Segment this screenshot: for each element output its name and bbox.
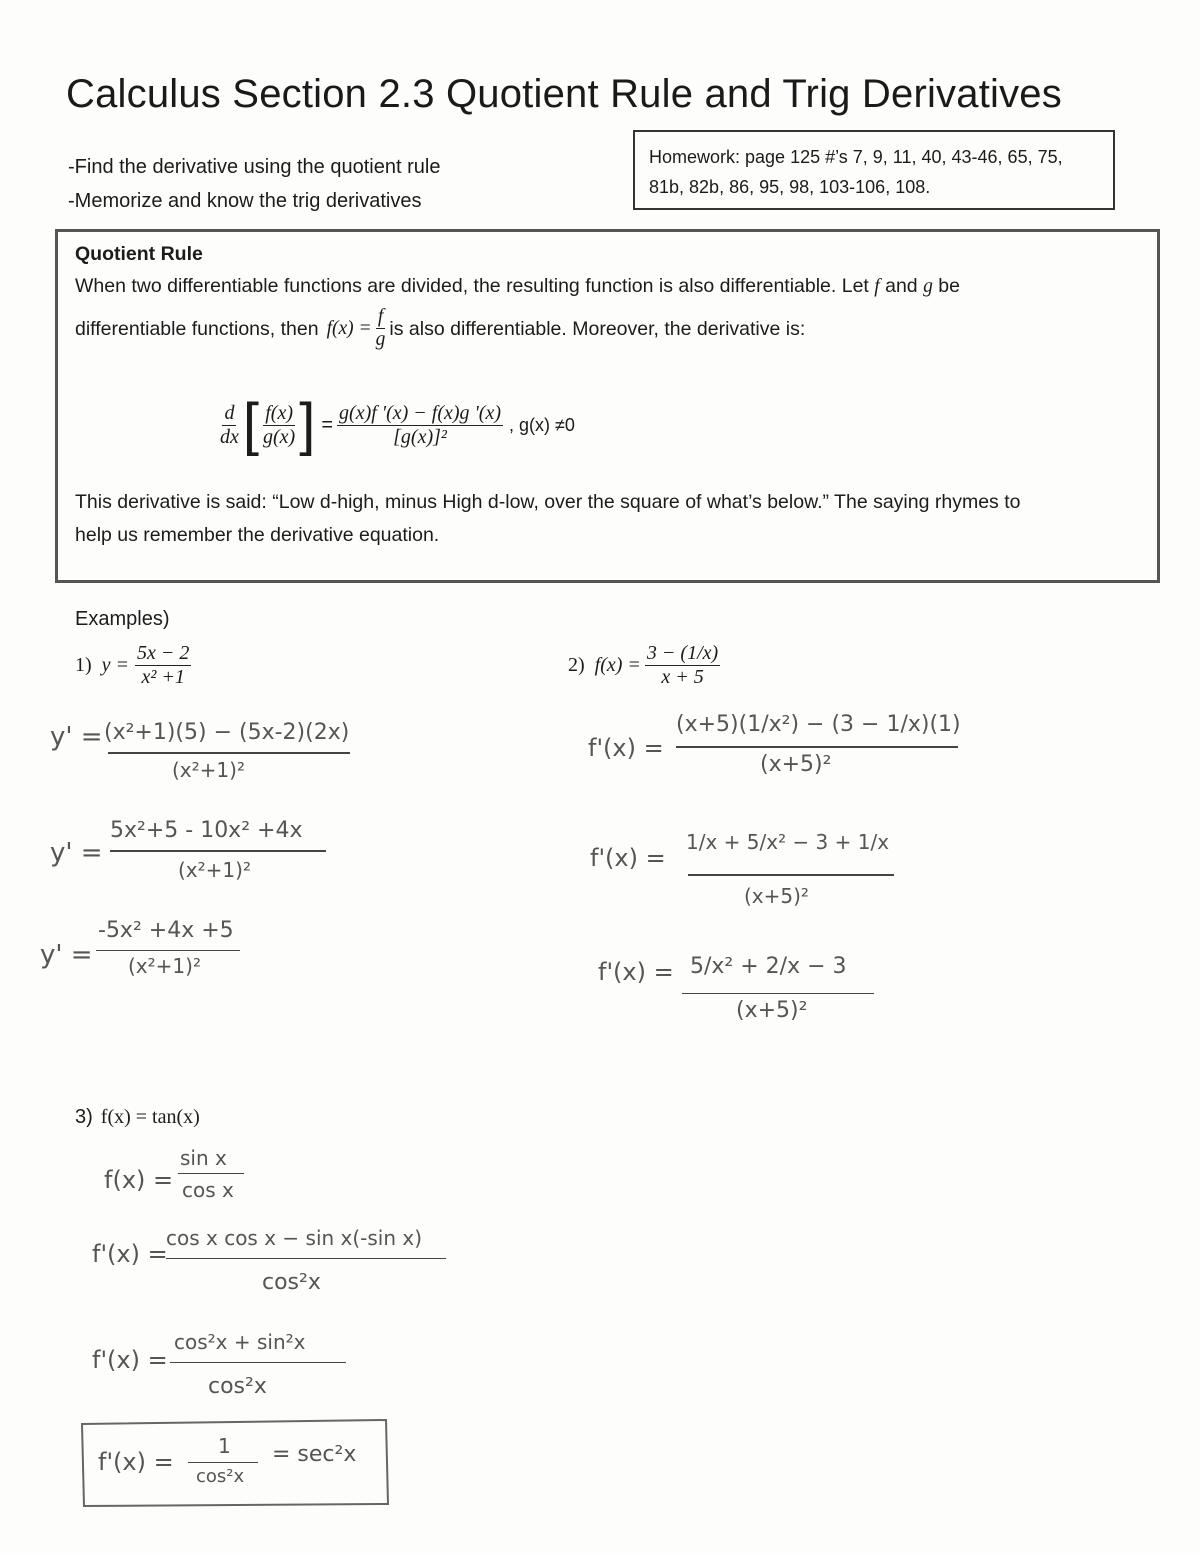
ex1-step1-num: (x²+1)(5) − (5x-2)(2x) bbox=[104, 720, 350, 745]
quotient-rule-formula bbox=[218, 392, 575, 457]
ex2-step2-num: 1/x + 5/x² − 3 + 1/x bbox=[686, 830, 890, 854]
example-1-lhs: y = bbox=[101, 654, 130, 676]
intro-f: f bbox=[874, 276, 880, 297]
ex2-step3-lhs: f'(x) = bbox=[598, 958, 674, 986]
ex3-step2-num: cos x cos x − sin x(-sin x) bbox=[166, 1226, 423, 1250]
right-bracket: ] bbox=[299, 392, 316, 457]
ex3-final-num: 1 bbox=[218, 1434, 231, 1458]
example-2-lhs: f(x) = bbox=[594, 654, 641, 676]
ex3-final-bar bbox=[188, 1462, 258, 1463]
ex3-step2-den: cos²x bbox=[262, 1270, 321, 1295]
ex1-step1-den: (x²+1)² bbox=[172, 758, 245, 782]
ex3-step2-bar bbox=[166, 1258, 446, 1259]
formula-dx: dx bbox=[220, 425, 239, 448]
ex3-step1-lhs: f(x) = bbox=[104, 1166, 174, 1194]
example-1-fraction bbox=[135, 642, 191, 689]
ex3-step3-den: cos²x bbox=[208, 1374, 267, 1399]
formula-d: d bbox=[224, 401, 235, 424]
ex1-step2-num: 5x²+5 - 10x² +4x bbox=[110, 818, 303, 843]
intro-2-rest: is also differentiable. Moreover, the derivative is: bbox=[389, 317, 806, 340]
ex3-step1-den: cos x bbox=[182, 1178, 234, 1202]
ex2-step3-bar bbox=[682, 993, 874, 994]
example-2-num: 3 − (1/x) bbox=[646, 642, 719, 664]
ex2-step1-den: (x+5)² bbox=[760, 752, 832, 777]
formula-condition: , g(x) ≠0 bbox=[508, 414, 575, 435]
ex3-step3-lhs: f'(x) = bbox=[92, 1346, 168, 1374]
example-2-problem bbox=[568, 642, 720, 689]
quotient-rule-intro-2 bbox=[75, 306, 805, 352]
ex1-step3-lhs: y' = bbox=[40, 940, 93, 970]
formula-equals: = bbox=[321, 413, 334, 436]
saying-line-1: This derivative is said: “Low d-high, minus High d-low, over the square of what’s below.” The saying rhymes to bbox=[75, 491, 1021, 513]
example-1-den: x² +1 bbox=[141, 666, 185, 688]
example-1-problem bbox=[75, 642, 191, 689]
intro-2-fraction bbox=[374, 306, 388, 352]
ex2-step2-bar bbox=[688, 874, 894, 876]
ex3-final-den: cos²x bbox=[196, 1466, 245, 1487]
homework-box bbox=[633, 130, 1115, 210]
saying-line-2: help us remember the derivative equation. bbox=[75, 524, 440, 546]
quotient-rule-heading: Quotient Rule bbox=[75, 243, 203, 265]
intro-2-num: f bbox=[376, 306, 385, 329]
intro-be: be bbox=[932, 275, 960, 297]
ex1-step3-bar bbox=[96, 950, 240, 951]
example-3-label: 3) bbox=[75, 1106, 93, 1128]
ex3-step1-bar bbox=[178, 1173, 244, 1174]
ex2-step1-lhs: f'(x) = bbox=[588, 734, 664, 762]
example-2-fraction bbox=[645, 642, 720, 689]
example-1-num: 5x − 2 bbox=[137, 642, 190, 664]
ex3-step3-num: cos²x + sin²x bbox=[174, 1330, 306, 1354]
ex3-final-lhs: f'(x) = bbox=[98, 1448, 174, 1476]
ex1-step2-den: (x²+1)² bbox=[178, 858, 251, 882]
ex3-step1-num: sin x bbox=[180, 1146, 227, 1170]
formula-inner-fraction bbox=[261, 402, 297, 449]
intro-2-fx: f(x) = bbox=[326, 317, 372, 339]
ex3-final-rhs: = sec²x bbox=[272, 1442, 357, 1467]
example-1-label: 1) bbox=[75, 654, 92, 676]
ex1-step2-lhs: y' = bbox=[50, 838, 103, 868]
ex1-step2-bar bbox=[110, 850, 326, 852]
intro-2-text: differentiable functions, then bbox=[75, 317, 319, 340]
example-3-problem bbox=[75, 1106, 200, 1129]
formula-d-dx bbox=[218, 402, 241, 449]
examples-heading: Examples) bbox=[75, 608, 170, 630]
ex1-step3-num: -5x² +4x +5 bbox=[98, 918, 234, 943]
homework-line-2: 81b, 82b, 86, 95, 98, 103-106, 108. bbox=[649, 177, 931, 197]
ex1-step3-den: (x²+1)² bbox=[128, 954, 201, 978]
intro-g: g bbox=[923, 276, 933, 297]
intro-2-den: g bbox=[375, 329, 386, 351]
homework-line-1: Homework: page 125 #’s 7, 9, 11, 40, 43-46, 65, 75, bbox=[649, 147, 1063, 167]
objective-1: -Find the derivative using the quotient rule bbox=[68, 156, 441, 178]
formula-inner-num: f(x) bbox=[265, 401, 293, 424]
ex2-step3-num: 5/x² + 2/x − 3 bbox=[690, 954, 847, 979]
formula-rhs-fraction bbox=[337, 402, 503, 449]
ex2-step2-lhs: f'(x) = bbox=[590, 844, 666, 872]
ex1-step1-bar bbox=[108, 752, 350, 754]
example-3-text: f(x) = tan(x) bbox=[100, 1106, 200, 1128]
ex2-step2-den: (x+5)² bbox=[744, 884, 809, 908]
ex1-step1-lhs: y' = bbox=[50, 722, 103, 752]
ex3-step2-lhs: f'(x) = bbox=[92, 1240, 168, 1268]
formula-inner-den: g(x) bbox=[263, 425, 296, 448]
intro-and: and bbox=[879, 275, 924, 297]
quotient-rule-intro-1 bbox=[75, 272, 960, 301]
ex3-step3-bar bbox=[170, 1362, 346, 1363]
objective-2: -Memorize and know the trig derivatives bbox=[68, 190, 422, 212]
formula-rhs-den: [g(x)]² bbox=[393, 425, 447, 448]
ex2-step1-bar bbox=[676, 746, 958, 748]
example-2-den: x + 5 bbox=[661, 666, 704, 688]
formula-rhs-num: g(x)f '(x) − f(x)g '(x) bbox=[339, 401, 501, 424]
ex2-step1-num: (x+5)(1/x²) − (3 − 1/x)(1) bbox=[676, 712, 961, 737]
left-bracket: [ bbox=[242, 392, 260, 457]
page-title: Calculus Section 2.3 Quotient Rule and Trig Derivatives bbox=[66, 72, 1062, 116]
intro-text: When two differentiable functions are divided, the resulting function is also differentiable. Let bbox=[75, 275, 875, 297]
ex2-step3-den: (x+5)² bbox=[736, 998, 808, 1023]
example-2-label: 2) bbox=[568, 654, 585, 676]
